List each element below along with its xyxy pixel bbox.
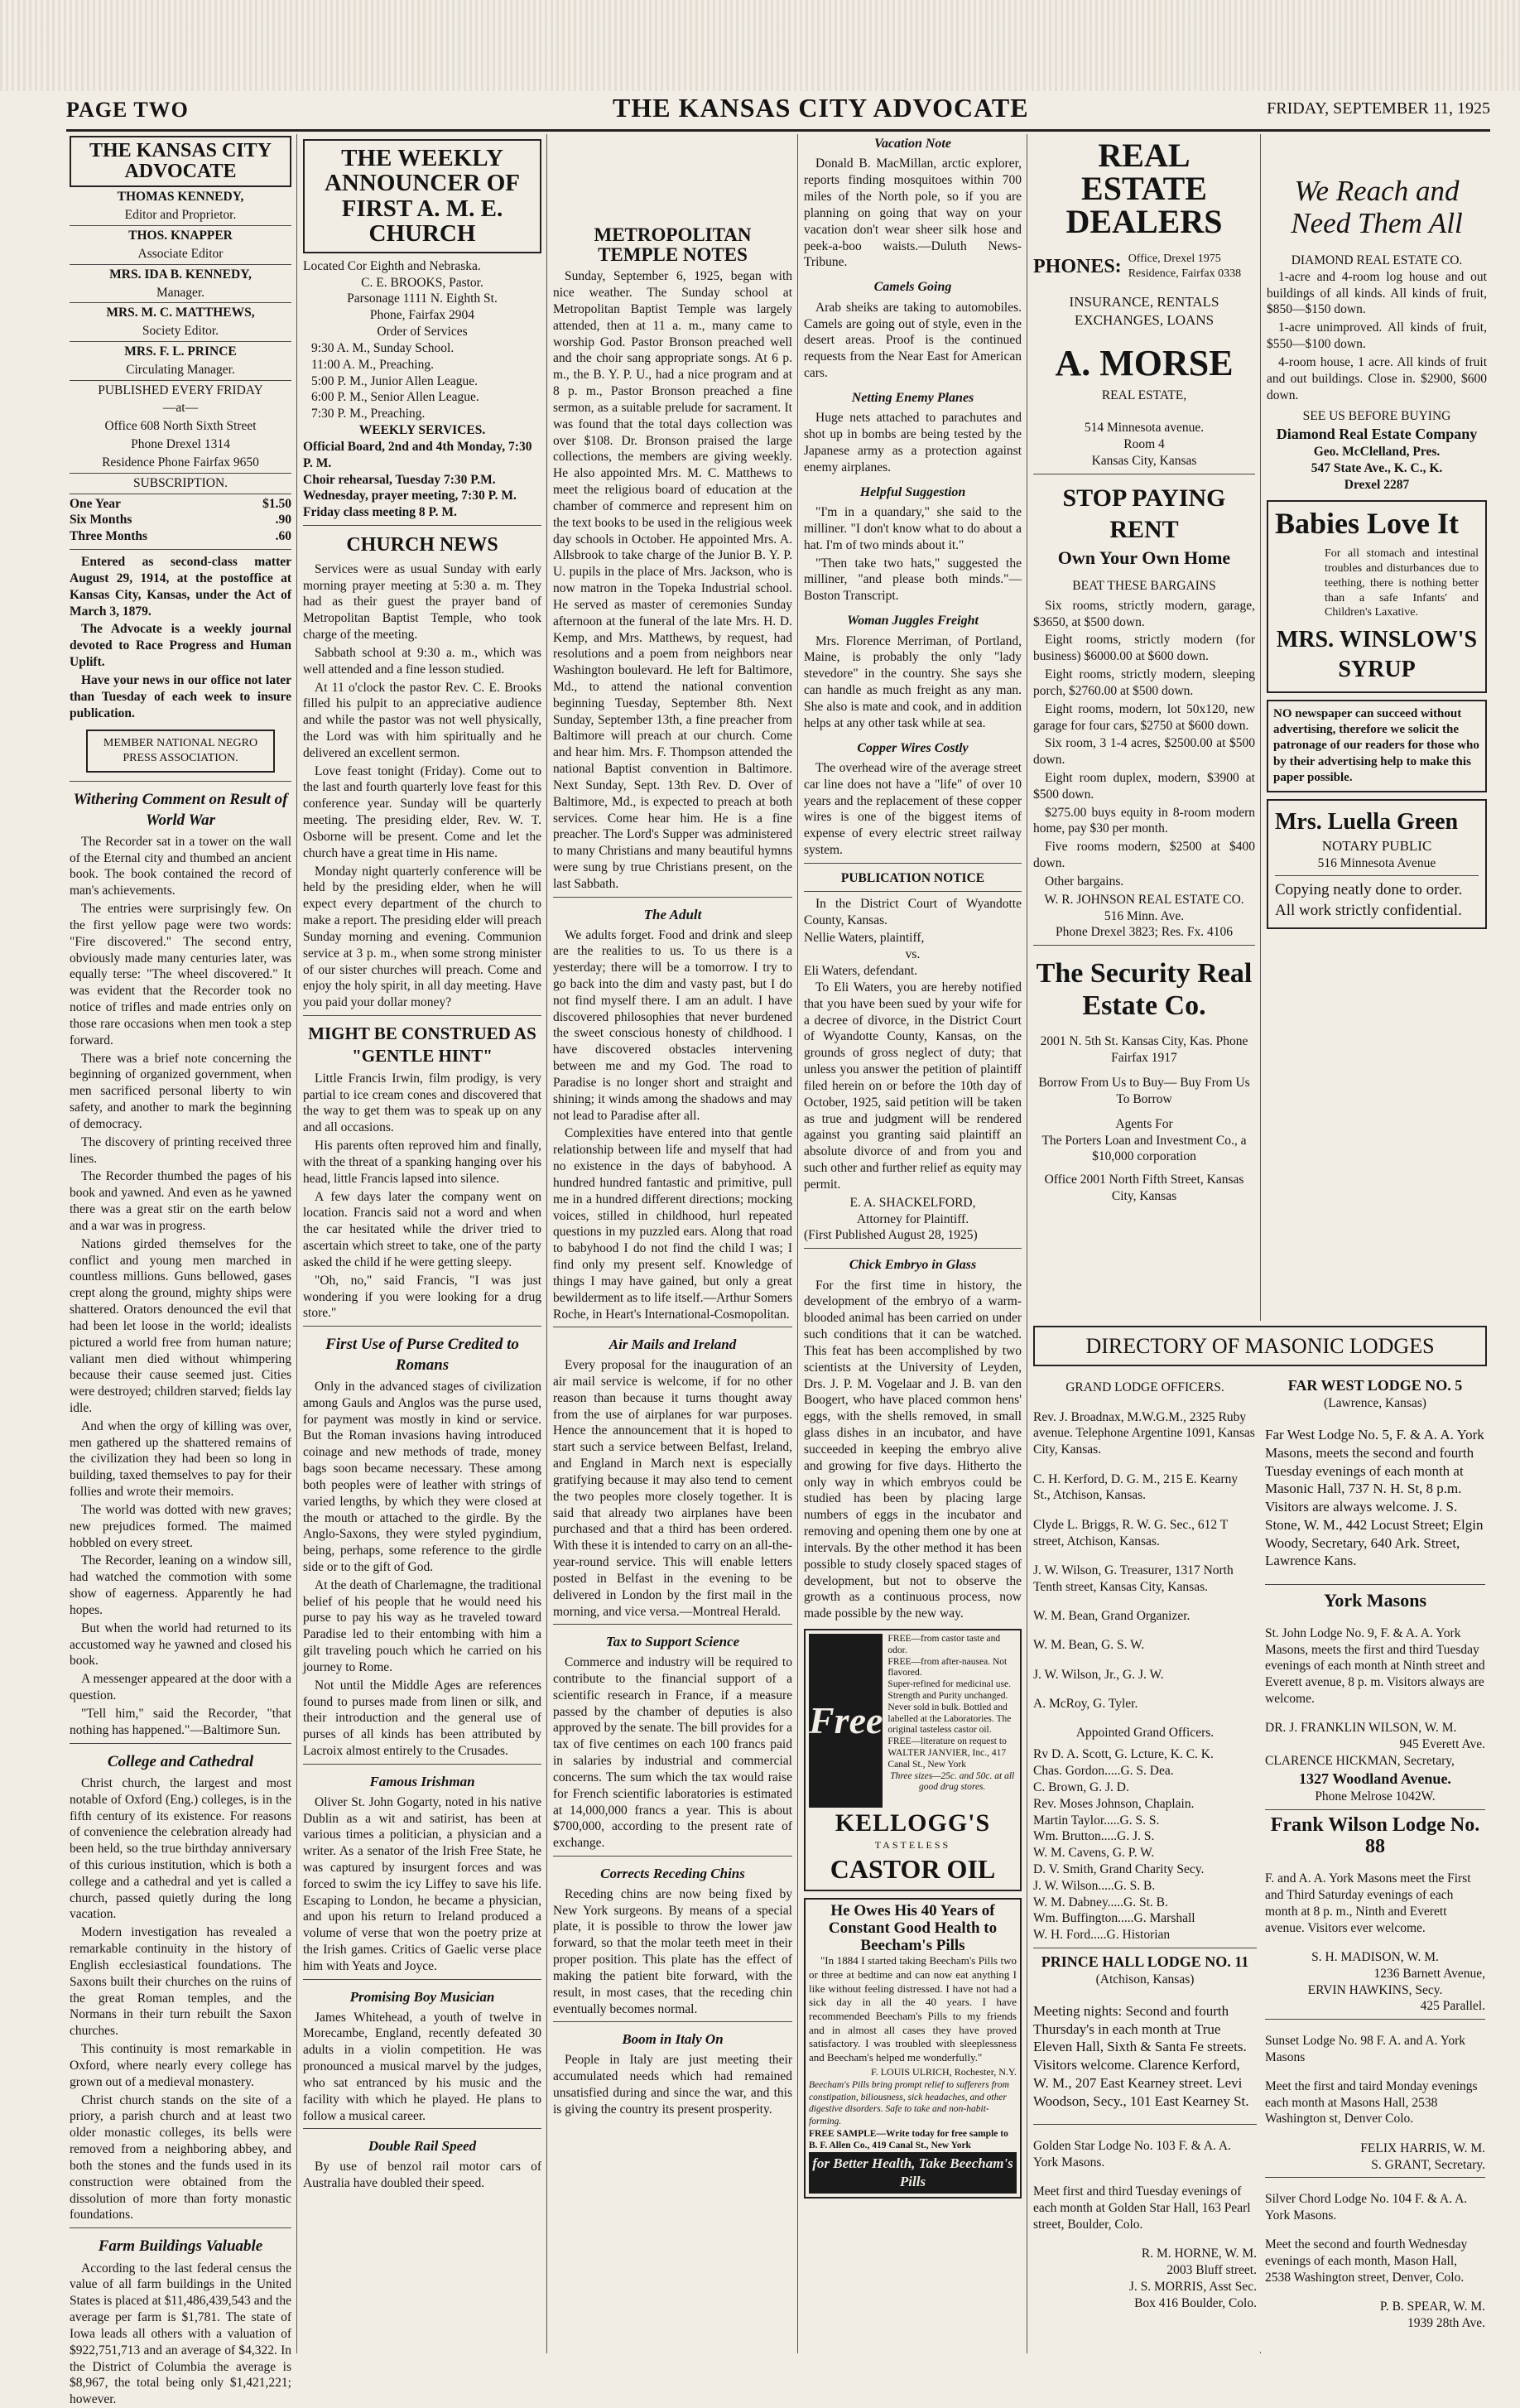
headline-college-cathedral: College and Cathedral — [107, 1752, 254, 1770]
headline-tax-science: Tax to Support Science — [605, 1634, 740, 1650]
church-news-article: Services were as usual Sunday with early morning prayer meeting at 5:30 a. m. They had as their guest the prayer band of Metropolitan Baptist Temple, who took charge of the meeting. Sabbath school at 9:30 a. m., which was well attended and a fine lesson studied. At 11 o'clock the pastor Rev. C. E. Brooks filled his pulpit to an appreciative audience and while the pastor was not well physically, the Lord was with him spiritually and he delivered an excellent sermon. Love feast tonight (Friday). Come out to the last and fourth quarterly love feast for this conference year. Sunday will be quarterly meeting. The presiding elder, Rev. W. T. Osborne will be present. Come and let the church have a great time in His name. Monday night quarterly conference will be held by the presiding elder, when he will expect every department of the church to make a report. The presiding elder will preach Sunday morning and evening. Communion service at 3 p. m., when some strong minister of our sister churches will preach. Come and enjoy the holy spirit, in all day meeting. Have you paid your dollar money? — [303, 561, 541, 1010]
beechams-free-sample: FREE SAMPLE—Write today for free sample to B. F. Allen Co., 419 Canal St., New York — [809, 2128, 1008, 2151]
office-phone: Office, Drexel 1975 — [1128, 253, 1221, 265]
headline-helpful-suggestion: Helpful Suggestion — [859, 484, 966, 499]
beechams-signature: F. LOUIS ULRICH, Rochester, N.Y. — [871, 2066, 1017, 2078]
golden-star-text: Meet first and third Tuesday evenings of each month at Golden Star Hall, 163 Pearl street, Boulder, Colo. — [1033, 2184, 1251, 2232]
york-masons-heading: York Masons — [1323, 1590, 1427, 1611]
rate-value: .90 — [275, 513, 291, 527]
masthead — [70, 136, 291, 494]
headline-farm-buildings: Farm Buildings Valuable — [98, 2237, 263, 2256]
free-bottle-graphic: Free — [809, 1634, 883, 1808]
headline-camels-going: Camels Going — [873, 280, 952, 295]
masonic-right-column: FAR WEST LODGE NO. 5 (Lawrence, Kansas) Far West Lodge No. 5, F. & A. A. York Masons, meets the second and fourth Tuesday evenings of each month at Masonic Hall, 737 N. H. St, 8 p.m. Visitors are always welcome. J. S. Stone, W. M., 442 Locust Street; Elgin Woody, Secretary, 640 Ark. Street, Lawrence Kans. York Masons St. John Lodge No. 9, F. & A. A. York Masons, meets the first and third Tuesday evenings of each month at Ninth street and Everett avenue, 8 p. m. Visitors always are welcome. DR. J. FRANKLIN WILSON, W. M. 945 Everett Ave. CLARENCE HICKMAN, Secretary, 1327 Woodland Avenue. Phone Melrose 1042W. Frank Wilson Lodge No. 88 F. and A. A. York Masons meet the First and Third Saturday evenings of each month at 8 p. m., Ninth and Everett avenue. Visitors ever welcome. S. H. MADISON, W. M. 1236 Barnett Avenue, ERVIN HAWKINS, Secy. 425 Parallel. Sunset Lodge No. 98 F. A. and A. York Masons Meet the first and taird Monday evenings each month at Masons Hall, 2538 Washington st, Denver Colo. FELIX HARRIS, W. M. S. GRANT, Secretary. Silver Chord Lodge No. 104 F. & A. A. York Masons. Meet the second and fourth Wednesday evenings of each month, Mason Hall, 2538 Washington street, Denver, Colo. P. B. SPEAR, W. M. 1939 28th Ave. — [1265, 1377, 1485, 2330]
article-farm-buildings: According to the last federal census the value of all farm buildings in the United States is placed at $11,486,439,543 and the average per farm is $1,781. The state of Iowa leads all others with a valuation of $922,751,713 and an average of $4,322. In the District of Columbia the average is $8,967, the total being only $1,421,221; however. — [70, 2261, 291, 2407]
article-gentle-hint: Little Francis Irwin, film prodigy, is very partial to ice cream cones and discovered that the way to get them was to speak up on any and all occasions. His parents often reproved him and finally, with the threat of a spanking hanging over his head, little Francis lapsed into silence. A few days later the company went on location. Francis said not a word and when the car hesitated while the driver tried to ascertain which street to take, one of the party asked the child if he were getting sleepy. "Oh, no," said Francis, "I was just wondering if you were looking for a drug store." — [303, 1071, 541, 1321]
article-the-adult: We adults forget. Food and drink and sleep are the realities to us. To us there is a yesterday; there will be a tomorrow. I try to go back into the dim and vasty past, but I do not find myself there. I am an adult. I have discovered philosophies that never burdened the sweet conscious honesty of childhood. I have discovered obstacles intervening between me and my God. The road to Paradise is no longer short and straight and shining; it winds among the shadows and may not lead to Paradise after all. Complexities have entered into that gentle relationship between life and myself that had no existence in the days of babyhood. A hundred hundred fantastic and primitive, pull me in a hundred different directions; mocking voices, stilled in childhood, hurl repeated questions in my puzzled ears. Along that road to babyhood I do not find the child I was; I find only my present self. Knowledge of things I may have gained, but only a great bewilderment as to life itself.—Arthur Somers Roche, in Heart's International-Cosmopolitan. — [553, 927, 792, 1322]
a-morse-city: Kansas City, Kansas — [1091, 454, 1197, 469]
published-at: —at— — [162, 401, 199, 416]
headline-chick-embryo: Chick Embryo in Glass — [849, 1258, 977, 1273]
a-morse-name: A. MORSE — [1055, 343, 1234, 384]
masthead-title: THE KANSAS CITY ADVOCATE — [70, 136, 291, 187]
prince-hall-lodge: PRINCE HALL LODGE NO. 11 — [1041, 1953, 1249, 1971]
press-member-box: MEMBER NATIONAL NEGRO PRESS ASSOCIATION. — [86, 730, 275, 773]
church-location: Located Cor Eighth and Nebraska. — [303, 258, 481, 273]
johnson-company: W. R. JOHNSON REAL ESTATE CO. — [1044, 892, 1244, 907]
beechams-pills-ad — [804, 1898, 1022, 2199]
a-morse-address: 514 Minnesota avenue. — [1084, 421, 1205, 436]
page-number: PAGE TWO — [66, 98, 189, 122]
headline-gentle-hint: MIGHT BE CONSTRUED AS "GENTLE HINT" — [308, 1023, 536, 1066]
headline-famous-irishman: Famous Irishman — [369, 1773, 475, 1789]
publication-notice: In the District Court of Wyandotte County, Kansas. Nellie Waters, plaintiff, vs. Eli Waters, defendant. To Eli Waters, you are hereby notified that you have been sued by your wife for a decree of divorce, in the District Court of Wyandotte County, Kansas, on the grounds of gross neglect of duty; that unless you answer the petition of plaintiff filed herein on or before the 10th day of October, 1925, said petition will be taken as true and judgment will be rendered against you granting said plaintiff an absolute divorce of and from you and such other and further relief as equity may permit. E. A. SHACKELFORD, Attorney for Plaintiff. (First Published August 28, 1925) — [804, 896, 1022, 1243]
castor-oil-ad — [804, 1629, 1022, 1891]
headline-boy-musician: Promising Boy Musician — [349, 1988, 495, 2005]
beat-these-bargains: BEAT THESE BARGAINS — [1072, 578, 1216, 593]
a-morse-subtitle: REAL ESTATE, — [1101, 388, 1187, 402]
column-1 — [70, 134, 291, 2407]
headline-boom-italy: Boom in Italy On — [622, 2031, 724, 2048]
issue-date: FRIDAY, SEPTEMBER 11, 1925 — [1267, 99, 1490, 118]
security-real-estate-title: The Security Real Estate Co. — [1036, 958, 1253, 1022]
prince-hall-text: Meeting nights: Second and fourth Thursday's in each month at True Eleven Hall, Sixth & Santa Fe streets. Visitors welcome. Clarence Kerford, W. M., 207 East Kearney street. Levi Woodson, Secy., 101 East Kearney St. — [1033, 2002, 1249, 2109]
weekly-announcer-title: THE WEEKLY ANNOUNCER OF FIRST A. M. E. CHURCH — [303, 139, 541, 253]
office-address: Office 608 North Sixth Street — [104, 419, 257, 434]
masonic-left-column: GRAND LODGE OFFICERS. Rev. J. Broadnax, M.W.G.M., 2325 Ruby avenue. Telephone Argentine 1091, Kansas City, Kansas. C. H. Kerford, D. G. M., 215 E. Kearny St., Atchison, Kansas. Clyde L. Briggs, R. W. G. Sec., 612 T street, Atchison, Kansas. J. W. Wilson, G. Treasurer, 1317 North Tenth street, Kansas City, Kansas. W. M. Bean, Grand Organizer. W. M. Bean, G. S. W. J. W. Wilson, Jr., G. J. W. A. McRoy, G. Tyler. Appointed Grand Officers. Rv D. A. Scott, G. Lcture, K. C. K. Chas. Gordon.....G. S. Dea. C. Brown, G. J. D. Rev. Moses Johnson, Chaplain. Martin Taylor.....G. S. S. Wm. Brutton.....G. J. S. W. M. Cavens, G. P. W. D. V. Smith, Grand Charity Secy. J. W. Wilson.....G. S. B. W. M. Dabney.....G. St. B. Wm. Buffington.....G. Marshall W. H. Ford.....G. Historian PRINCE HALL LODGE NO. 11 (Atchison, Kansas) Meeting nights: Second and fourth Thursday's in each month at True Eleven Hall, Sixth & Santa Fe streets. Visitors welcome. Clarence Kerford, W. M., 207 East Kearney street. Levi Woodson, Secy., 101 East Kearney St. Golden Star Lodge No. 103 F. & A. A. York Masons. Meet first and third Tuesday evenings of each month at Golden Star Hall, 163 Pearl street, Boulder, Colo. R. M. HORNE, W. M. 2003 Bluff street. J. S. MORRIS, Asst Sec. Box 416 Boulder, Colo. — [1033, 1380, 1257, 2310]
article-purse: Only in the advanced stages of civilization among Gauls and Anglos was the purse used, for payment was mostly in kind or service. But the Roman invasions having introduced coinage and new methods of trade, money bags soon became necessary. These among both peoples were of leather with strings of varied lengths, by which they were closed at the mouth or attached to the girdle. By the Anglo-Saxons, they were styled pygindium, being, perhaps, some reference to the girdle side or to the gift of God. At the death of Charlemagne, the traditional belief of his people that he would need his purse to pay his way as he traveled toward Paradise led to their entombing with him a gilt traveling pouch which he carried on his journey to Rome. Not until the Middle Ages are references found to purses made from linen or silk, and their introduction and the general use of purses of all kinds has been attributed by Lacroix almost entirely to the Crusades. — [303, 1379, 541, 1759]
headline-netting-planes: Netting Enemy Planes — [851, 390, 974, 405]
header-rule — [66, 129, 1490, 132]
security-address: 2001 N. 5th St. Kansas City, Kas. Phone Fairfax 1917 — [1040, 1034, 1248, 1066]
prince-hall-location: (Atchison, Kansas) — [1095, 1972, 1195, 1987]
diamond-company: DIAMOND REAL ESTATE CO. — [1291, 253, 1463, 267]
security-porters: The Porters Loan and Investment Co., a $10,000 corporation — [1041, 1133, 1247, 1164]
news-notice: Have your news in our office not later than Tuesday of each week to insure publication. — [70, 672, 291, 720]
rate-label: Three Months — [70, 529, 148, 544]
rate-label: Six Months — [70, 513, 132, 527]
headline-metropolitan-temple: METROPOLITAN TEMPLE NOTES — [594, 224, 752, 266]
subscription-heading: SUBSCRIPTION. — [132, 475, 228, 490]
editor-name: THOMAS KENNEDY, — [117, 190, 244, 205]
article-college-cathedral: Christ church, the largest and most notable of Oxford (Eng.) colleges, is in the fifth century of its existence. For reasons of convenience the celebration already had been held, so the true birthday anniversary of this curious institution, which is both a college and a cathedral and yet is called a church, passed quietly during the long vacation. Modern investigation has revealed a remarkable continuity in the history of English ecclesiastical foundations. The Saxons built their churches on the ruins of the great Roman temples, and the Normans in their turn rebuilt the Saxon churches. This continuity is most remarkable in Oxford, where nearly every college has grown out of a medieval monastery. Christ church stands on the site of a priory, a parish church and at least two older monastic colleges, its bells were removed from a neighboring abbey, and both the stones and the funds used in its construction were obtained from the dissolution of more than forty monastic foundations. — [70, 1775, 291, 2223]
phones-block — [1033, 252, 1255, 282]
newspaper-title: THE KANSAS CITY ADVOCATE — [613, 93, 1029, 123]
advertising-notice: NO newspaper can succeed without advertising, therefore we solicit the patronage of our readers for those who by their advertising help to make this paper possible. — [1267, 700, 1487, 792]
winslow-logo: MRS. WINSLOW'S SYRUP — [1276, 627, 1478, 683]
headline-double-rail-speed: Double Rail Speed — [368, 2138, 477, 2155]
phones-label: PHONES: — [1033, 255, 1122, 277]
article-receding-chins: Receding chins are now being fixed by New York surgeons. By means of a special plate, it is possible to throw the lower jaw forward, so that the molar teeth meet in their proper position. This plate has the effect of making the patient bite forward, with the result, in most cases, that the receding chin eventually becomes normal. — [553, 1886, 792, 2016]
article-helpful-suggestion: "I'm in a quandary," she said to the milliner. "I don't know what to do about a hat. I'm of two minds about it." "Then take two hats," suggested the milliner, "and please both minds."—Boston Transcript. — [804, 505, 1022, 604]
headline-air-mails: Air Mails and Ireland — [608, 1336, 737, 1353]
johnson-phone: Phone Drexel 3823; Res. Fx. 4106 — [1056, 925, 1233, 940]
notary-address: 516 Minnesota Avenue — [1317, 855, 1436, 870]
circulation-manager-name: MRS. F. L. PRINCE — [124, 344, 237, 359]
article-withering-comment: The Recorder sat in a tower on the wall of the Eternal city and thumbed an ancient book. The book contained the record of man's achievements. The entries were surprisingly few. On the first yellow page were two words: "Fire discovered." The second entry, obviously made many centuries later, was equally terse: "The wheel discovered." It was evident that the Recorder took no notice of trifles and made entries only on those rare occasions when men took a step forward. There was a brief note concerning the beginning of organized government, when men sacrificed personal liberty to win safety, and another to mark the beginning of democracy. The discovery of printing received three lines. The Recorder thumbed the pages of his book and yawned. And even as he yawned there was a great stir on the earth below and a war was in progress. Nations girded themselves for the conflict and young men marched in countless millions. Guns bellowed, gases crept along the ground, mighty ships were shattered. Orators denounced the evil that had been let loose in the world; idealists pictured a world free from human nature; valiant men died without whimpering because their cause seemed just. Cities were destroyed; children starved; fields lay idle. And when the orgy of killing was over, men gathered up the shattered remains of the civilization they had been so long in building, taxed themselves to pay for their follies and wrote their memoirs. The world was dotted with new graves; new prejudices formed. The maimed hobbled on every street. The Recorder, leaning on a window sill, had watched the commotion with some show of eagerness. Apparently he had hopes. But when the world had returned to its accustomed way he yawned and closed his book. A messenger appeared at the door with a question. "Tell him," said the Recorder, "that nothing has happened."—Baltimore Sun. — [70, 834, 291, 1737]
winslow-syrup-ad — [1267, 500, 1487, 693]
headline-vacation-note: Vacation Note — [874, 137, 951, 151]
rate-value: $1.50 — [262, 496, 291, 511]
manager-name: MRS. IDA B. KENNEDY, — [109, 267, 252, 282]
church-pastor-info: C. E. BROOKS, Pastor. Parsonage 1111 N. Eighth St. Phone, Fairfax 2904 Order of Services — [347, 275, 498, 340]
castor-oil-copy: FREE—from castor taste and odor. FREE—from after-nausea. Not flavored. Super-refined for medicinal use. Strength and Purity unchanged. Never sold in bulk. Bottled and labelled at the Laboratories. The original tasteless castor oil. FREE—literature on request to WALTER JANVIER, Inc., 417 Canal St., New York Three sizes—25c. and 50c. at all good drug stores. — [887, 1634, 1015, 1793]
frank-wilson-lodge: Frank Wilson Lodge No. 88 — [1270, 1813, 1480, 1858]
security-office: Office 2001 North Fifth Street, Kansas City, Kansas — [1044, 1173, 1244, 1204]
far-west-location: (Lawrence, Kansas) — [1324, 1396, 1426, 1411]
security-agents: Agents For — [1115, 1116, 1173, 1131]
editor-role: Editor and Proprietor. — [124, 208, 237, 223]
grand-lodge-heading: GRAND LODGE OFFICERS. — [1065, 1380, 1224, 1395]
scan-noise-border — [0, 0, 1520, 91]
beechams-testimonial: "In 1884 I started taking Beecham's Pills two or three at bedtime and can now eat anything I like without feeling distressed. I have not had a sick day in all the 40 years. I have recommended Beecham's Pills to my friends and in almost all cases they have proved satisfactory. I was troubled with sleeplessness and Beecham's helped me wonderfully." — [809, 1954, 1017, 2064]
notary-public: NOTARY PUBLIC — [1321, 837, 1432, 854]
winslow-copy: For all stomach and intestinal troubles and disturbances due to teething, there is nothing better than a safe Infants' and Children's Laxative. — [1325, 547, 1479, 619]
a-morse-room: Room 4 — [1123, 437, 1165, 452]
article-chick-embryo: For the first time in history, the development of the embryo of a warm-blooded animal has been carried on under such conditions that it can be watched. This feat has been accomplished by two scientists at the University of Leyden, Drs. J. P. M. Vogelaar and J. B. van den Boogert, who have placed common hens' eggs, with the shells removed, in small glass dishes in an incubator, and have succeeded in keeping the embryo alive and growing for five days. Hitherto the only way in which embryos could be studied has been by placing large numbers of eggs in the incubator and removing and opening them one by one at intervals. By the other method it has been possible to study closely spaced stages of development, but not to observe the growth as a continuous process, now made possible by the new way. — [804, 1278, 1022, 1621]
column-3 — [553, 134, 792, 2353]
manager-role: Manager. — [156, 285, 205, 300]
tasteless-label: TASTELESS — [874, 1839, 951, 1852]
notary-ad — [1267, 799, 1487, 929]
beechams-small-print: Beecham's Pills bring prompt relief to sufferers from constipation, biliousness, sick headaches, and other digestive disorders. Safe to take and non-habit-forming. — [809, 2079, 1009, 2126]
luella-green-name: Mrs. Luella Green — [1275, 808, 1459, 835]
rate-label: One Year — [70, 496, 121, 511]
castor-oil-logo: CASTOR OIL — [830, 1853, 996, 1884]
diamond-company-name: Diamond Real Estate Company — [1276, 426, 1478, 443]
sunset-lodge-text: Meet the first and taird Monday evenings each month at Masons Hall, 2538 Washington st, Denver Colo. — [1265, 2078, 1478, 2126]
appointed-officers-heading: Appointed Grand Officers. — [1075, 1726, 1215, 1741]
article-metropolitan-temple: Sunday, September 6, 1925, began with nice weather. The Sunday school at Metropolitan Baptist Temple was largely attended, then at 11 a. m., many came to worship God. Pastor Bronson preached well and the choir sang appropriate songs. At 6 p. m., the B. Y. P. U., had a nice program and at 8 p. m., Pastor Bronson preached a fine sermon, as a suitable prelude for sacrament. It was found that the total days collection was over $108. Dr. Bronson praised the large collections, the members are giving weekly. He also appointed Mrs. M. C. Matthews to meet the religious board of education at the chamber of commerce and represent him on the text books to be used in the religious week day schools in October. He appointed Mrs. A. Allsbrook to take charge of the Junior B. Y. P. U. pupils in the place of Mrs. Jackson, who is now matron in the Topeka Industrial school. He served as master of ceremonies Sunday afternoon at the funeral of the late Mrs. H. D. Kemp, and Mrs. Matthews, by request, had resolutions and a poem from neighbors near Washington boulevard. He left for Baltimore, Md., to attend the national convention beginning Tuesday, September 8th. Next Sunday, September 13th, a fine preacher from Baltimore will preach at our church. Come and hear him. Mrs. F. Thompson attended the national Baptist convention in Baltimore. Next Sunday, Sept. 13th Rev. D. Over of Baltimore, Md., is expected to preach at both services. Come hear him. He is a fine preacher. The Lord's Supper was administered to many Christians and many beautiful hymns were sung by true Christians present, on the last Sabbath. — [553, 269, 792, 891]
headline-purse: First Use of Purse Credited to Romans — [325, 1336, 519, 1374]
subscription-rates — [70, 496, 291, 545]
column-rule — [546, 134, 547, 2353]
residence-phone: Residence Phone Fairfax 9650 — [102, 455, 259, 470]
silver-chord-lodge: Silver Chord Lodge No. 104 F. & A. A. York Masons. — [1265, 2191, 1468, 2223]
headline-receding-chins: Corrects Receding Chins — [600, 1866, 745, 1882]
beechams-slogan: for Better Health, Take Beecham's Pills — [809, 2152, 1017, 2194]
column-4 — [804, 134, 1022, 2353]
headline-copper-wires: Copper Wires Costly — [857, 740, 969, 755]
golden-star-lodge: Golden Star Lodge No. 103 F. & A. A. York Masons. — [1033, 2138, 1232, 2170]
see-us-before-buying: SEE US BEFORE BUYING — [1302, 409, 1451, 424]
article-double-rail-speed: By use of benzol rail motor cars of Australia have doubled their speed. — [303, 2160, 541, 2190]
associate-editor-role: Associate Editor — [137, 246, 224, 261]
article-netting-planes: Huge nets attached to parachutes and shot up in bombs are being tested by the Japanese army as a protection against enemy airplanes. — [804, 411, 1022, 474]
page-header — [66, 93, 1490, 126]
society-editor-name: MRS. M. C. MATTHEWS, — [106, 306, 255, 320]
article-copper-wires: The overhead wire of the average street car line does not have a "life" of over 10 years and the replacement of these copper wires is one of the biggest items of expense of every electric street railway system. — [804, 761, 1022, 858]
article-boom-italy: People in Italy are just meeting their accumulated needs which had remained unsatisfied during and since the war, and this is giving the country its present prosperity. — [553, 2053, 792, 2117]
article-air-mails: Every proposal for the inauguration of an air mail service is welcome, if for no other reason than because it turns thought away from the use of airplanes for war purposes. Hence the announcement that it is hoped to start such a service between Belfast, Ireland, and England in March next is especially gratifying because it may also tend to cement the two peoples more closely together. It is said that already two airplanes have been purchased and that a third has been ordered. With these it is intended to carry on an all-the-year-round service. This will enable letters posted in Belfast in the evening to be delivered in London by the first mail in the morning, and vice versa.—Montreal Herald. — [553, 1358, 792, 1619]
silver-chord-text: Meet the second and fourth Wednesday evenings of each month, Mason Hall, 2538 Washington street, Denver, Colo. — [1265, 2237, 1468, 2285]
weekly-services: WEEKLY SERVICES. Official Board, 2nd and 4th Monday, 7:30 P. M. Choir rehearsal, Tuesday 7:30 P.M. Wednesday, prayer meeting, 7:30 P. M. Friday class meeting 8 P. M. — [303, 423, 532, 520]
johnson-address: 516 Minn. Ave. — [1104, 908, 1185, 923]
service-schedule: 9:30 A. M., Sunday School. 11:00 A. M., Preaching. 5:00 P. M., Junior Allen League. 6:00 P. M., Senior Allen League. 7:30 P. M., Preaching. — [311, 340, 479, 421]
far-west-text: Far West Lodge No. 5, F. & A. A. York Masons, meets the second and fourth Tuesday evenings of each month at Masonic Hall, 737 N. H. St, 8 p.m. Visitors are always welcome. J. S. Stone, W. M., 442 Locust Street; Elgin Woody, Secretary, 640 Ark. Street, Lawrence Kans. — [1265, 1427, 1484, 1569]
society-editor-role: Society Editor. — [142, 324, 219, 339]
headline-the-adult: The Adult — [643, 906, 702, 922]
article-vacation-note: Donald B. MacMillan, arctic explorer, reports finding mosquitoes within 700 miles of the North pole, so if you are planning on going that way on your vacation don't wear sheer silk hose and peek-a-boo waists.—Duluth News-Tribune. — [804, 157, 1022, 270]
article-famous-irishman: Oliver St. John Gogarty, noted in his native Dublin as a wit and satirist, has been at various times a politician, a physician and a writer. As a senator of the Irish Free State, he was captured by insurgent forces and was forced to swim the icy Liffey to save his life. Escaping to London, he became a physician, and upon his return to Ireland produced a volume of verse that won the poetry prize at the Irish games. Critics of Gaelic verse place him with Yeats and Joyce. — [303, 1794, 541, 1973]
sunset-lodge: Sunset Lodge No. 98 F. A. and A. York Masons — [1265, 2033, 1466, 2064]
publication-notice-heading: PUBLICATION NOTICE — [840, 870, 985, 885]
church-news-heading: CHURCH NEWS — [346, 534, 498, 556]
column-2 — [303, 134, 541, 2353]
masonic-directory — [1033, 1321, 1487, 2352]
rate-value: .60 — [275, 529, 291, 544]
kelloggs-logo: KELLOGG'S — [835, 1809, 991, 1837]
column-rule — [797, 134, 798, 2353]
article-woman-freight: Mrs. Florence Merriman, of Portland, Maine, is probably the only "lady stevedore" in the country. She says she can handle as much freight as any man. She also is mate and cook, and in addition helps at any other task while at sea. — [804, 633, 1022, 730]
office-phone: Phone Drexel 1314 — [131, 437, 230, 452]
frank-wilson-text: F. and A. A. York Masons meet the First and Third Saturday evenings of each month at 8 p. m., Ninth and Everett avenue. Visitors ever welcome. — [1265, 1871, 1471, 1935]
beechams-headline: He Owes His 40 Years of Constant Good Health to Beecham's Pills — [828, 1901, 998, 1954]
bargains-list: Six rooms, strictly modern, garage, $3650, at $500 down. Eight rooms, strictly modern (for business) $6000.00 at $600 down. Eight rooms, strictly modern, sleeping porch, $2760.00 at $500 down. Eight rooms, modern, lot 50x120, new garage for four cars, $2750 at $600 down. Six room, 3 1-4 acres, $2500.00 at $500 down. Eight room duplex, modern, $3900 at $500 down. $275.00 buys equity in 8-room modern home, pay $30 per month. Five rooms modern, $2500 at $400 down. Other bargains. — [1033, 598, 1255, 889]
circulation-manager-role: Circulating Manager. — [126, 362, 235, 377]
real-estate-dealers-title: REAL ESTATE DEALERS — [1065, 137, 1223, 240]
column-rule — [296, 134, 297, 2353]
babies-love-it: Babies Love It — [1275, 506, 1460, 540]
article-boy-musician: James Whitehead, a youth of twelve in Morecambe, England, recently defeated 30 adults in a violin competition. He was pronounced a musical marvel by the judges, who sat entranced by his music and the facility with which he played. He plans to follow a musical career. — [303, 2010, 541, 2123]
headline-withering-comment: Withering Comment on Result of World War — [73, 791, 288, 829]
copying-notice: Copying neatly done to order. All work strictly confidential. — [1275, 881, 1463, 919]
residence-phone: Residence, Fairfax 0338 — [1128, 267, 1242, 280]
york-masons-text: St. John Lodge No. 9, F. & A. A. York Masons, meets the first and third Tuesday evenings of each month at Ninth street and Everett avenue, 8 p. m. Visitors always are welcome. — [1265, 1625, 1485, 1707]
we-reach-headline: We Reach and Need Them All — [1291, 175, 1463, 239]
masonic-directory-title: DIRECTORY OF MASONIC LODGES — [1033, 1326, 1487, 1366]
diamond-address: 547 State Ave., K. C., K. — [1311, 461, 1443, 476]
diamond-phone: Drexel 2287 — [1344, 477, 1410, 492]
headline-woman-freight: Woman Juggles Freight — [847, 614, 979, 628]
stop-paying-rent: STOP PAYING RENT — [1062, 484, 1226, 544]
insurance-line: INSURANCE, RENTALS EXCHANGES, LOANS — [1069, 293, 1219, 328]
diamond-listings: 1-acre and 4-room log house and out buildings of all kinds. All kinds of fruit, $850—$150 down. 1-acre unimproved. All kinds of fruit, $550—$100 down. 4-room house, 1 acre. All kinds of fruit and out buildings. Close in. $2900, $600 down. — [1267, 269, 1487, 402]
weekly-notice: The Advocate is a weekly journal devoted to Race Progress and Human Uplift. — [70, 622, 291, 670]
diamond-president: Geo. McClelland, Pres. — [1313, 445, 1441, 460]
published-line: PUBLISHED EVERY FRIDAY — [98, 383, 263, 397]
far-west-lodge: FAR WEST LODGE NO. 5 — [1287, 1377, 1463, 1394]
own-your-home: Own Your Own Home — [1057, 547, 1231, 568]
article-camels-going: Arab sheiks are taking to automobiles. Camels are going out of style, even in the desert areas. Proof is the continued requests from the Near East for American cars. — [804, 300, 1022, 381]
article-tax-science: Commerce and industry will be required to contribute to the financial support of a scientific research in France, if a measure passed by the chamber of deputies is also approved by the senate. The bill provides for a tax of five centimes on each 100 francs paid in salaries by industrial and commercial concerns. The sum which the tax would raise for French scientific laboratories is estimated at 14,000,000 francs a year. This is about $700,000, according to the present rate of exchange. — [553, 1655, 792, 1851]
associate-editor-name: THOS. KNAPPER — [128, 229, 233, 243]
security-borrow: Borrow From Us to Buy— Buy From Us To Borrow — [1038, 1076, 1250, 1106]
entered-notice: Entered as second-class matter August 29, 1914, at the postoffice at Kansas City, Kansas, under the Act of March 3, 1879. — [70, 555, 291, 619]
